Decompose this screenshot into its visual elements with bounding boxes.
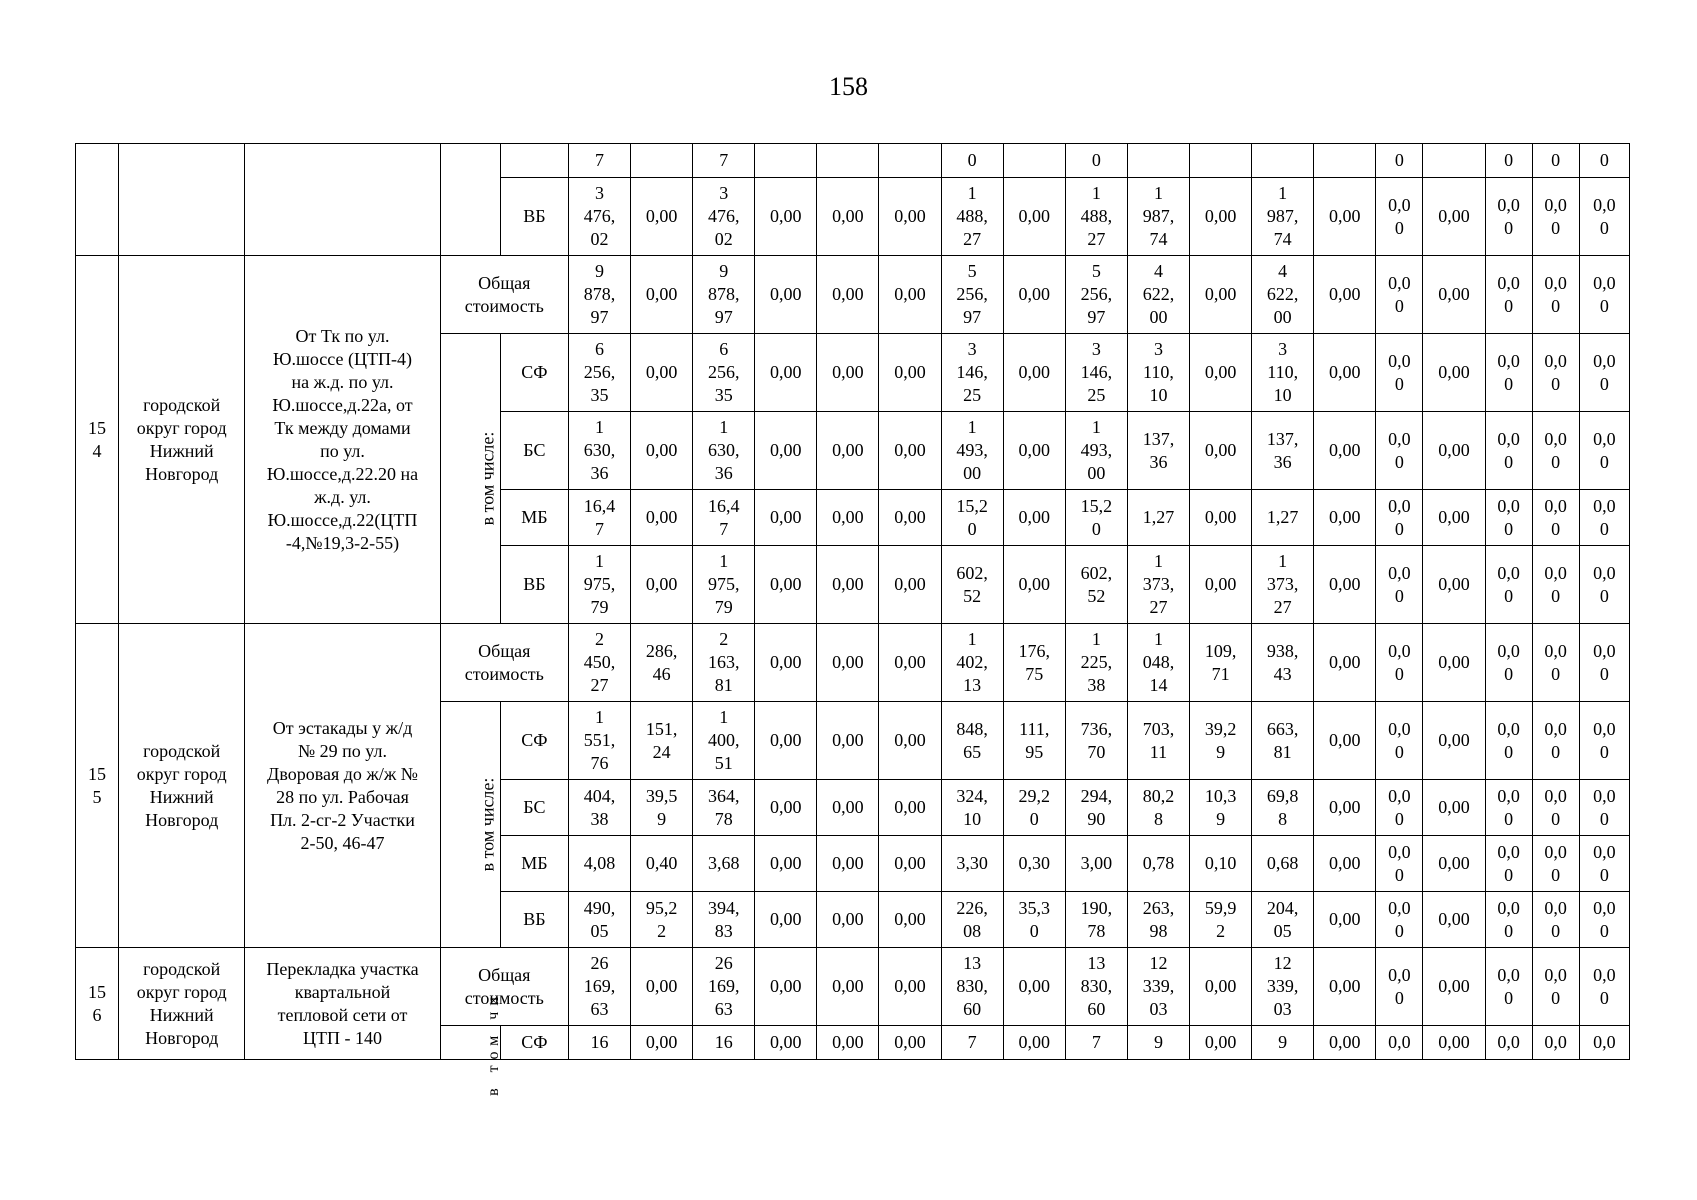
value-cell: 1 373, 27 (1252, 546, 1314, 624)
value-cell: 0,00 (1423, 836, 1485, 892)
value-cell: 10,3 9 (1190, 780, 1252, 836)
value-cell: 0,00 (817, 178, 879, 256)
value-cell: 1,27 (1127, 490, 1189, 546)
value-cell: 0,00 (817, 780, 879, 836)
value-cell: 0,00 (1003, 1026, 1065, 1060)
value-cell: 0,00 (631, 490, 693, 546)
value-cell: 0,30 (1003, 836, 1065, 892)
value-cell: 0,00 (1423, 178, 1485, 256)
value-cell: 1 400, 51 (693, 702, 755, 780)
value-cell: 0,00 (631, 546, 693, 624)
object-cell: От эстакады у ж/д № 29 по ул. Дворовая до ж/ж № 28 по ул. Рабочая Пл. 2-сг-2 Участки 2-50, 46-47 (245, 624, 440, 948)
value-cell: 0,00 (879, 412, 941, 490)
value-cell: 95,2 2 (631, 892, 693, 948)
value-cell: 0,00 (1003, 178, 1065, 256)
value-cell: 59,9 2 (1190, 892, 1252, 948)
value-cell: 0,0 0 (1579, 546, 1629, 624)
value-cell: 226, 08 (941, 892, 1003, 948)
value-cell: 0,00 (1423, 412, 1485, 490)
value-cell: 663, 81 (1252, 702, 1314, 780)
value-cell: 0,00 (1003, 334, 1065, 412)
value-cell: 9 (1252, 1026, 1314, 1060)
value-cell: 0,00 (1314, 334, 1376, 412)
value-cell: 0,00 (879, 892, 941, 948)
value-cell: 0,68 (1252, 836, 1314, 892)
value-cell: 0,00 (1003, 490, 1065, 546)
value-cell: 0,0 0 (1485, 702, 1532, 780)
value-cell: 16,4 7 (693, 490, 755, 546)
value-cell: 0,00 (1423, 490, 1485, 546)
object-cell: От Тк по ул. Ю.шоссе (ЦТП-4) на ж.д. по ул. Ю.шоссе,д.22а, от Тк между домами по ул. Ю.шоссе,д.22.20 на ж.д. ул. Ю.шоссе,д.22(ЦТП -4,№19,3-2-55) (245, 256, 440, 624)
value-cell: 0,0 0 (1376, 948, 1423, 1026)
value-cell: 9 878, 97 (693, 256, 755, 334)
value-cell: 0,00 (1423, 892, 1485, 948)
value-cell: 0,0 0 (1532, 490, 1579, 546)
value-cell: 0,0 (1579, 1026, 1629, 1060)
value-cell: 16 (693, 1026, 755, 1060)
value-cell: 404, 38 (568, 780, 630, 836)
value-cell: 26 169, 63 (693, 948, 755, 1026)
value-cell: 0,00 (1314, 702, 1376, 780)
value-cell: 12 339, 03 (1252, 948, 1314, 1026)
value-cell: 1 975, 79 (693, 546, 755, 624)
including-cell (440, 990, 502, 1096)
value-cell: 39,5 9 (631, 780, 693, 836)
including-label: в том числе: (477, 777, 498, 872)
value-cell: 0,00 (1190, 334, 1252, 412)
value-cell: 3 476, 02 (693, 178, 755, 256)
value-cell: 0,00 (1314, 546, 1376, 624)
row-number: 15 5 (76, 624, 119, 948)
value-cell: 0,00 (1314, 412, 1376, 490)
value-cell: 0,0 0 (1376, 490, 1423, 546)
value-cell: 1 551, 76 (568, 702, 630, 780)
value-cell: 1 493, 00 (941, 412, 1003, 490)
value-cell: 0,00 (1314, 1026, 1376, 1060)
value-cell (1190, 144, 1252, 178)
value-cell (1003, 144, 1065, 178)
value-cell: 0,00 (1003, 256, 1065, 334)
value-cell: 0,0 0 (1376, 334, 1423, 412)
value-cell: 0,0 (1485, 1026, 1532, 1060)
value-cell: 0,00 (879, 702, 941, 780)
value-cell: 0 (1579, 144, 1629, 178)
value-cell: 0,00 (755, 948, 817, 1026)
value-cell: 0,0 0 (1532, 702, 1579, 780)
source-vb: ВБ (500, 178, 568, 256)
value-cell (1423, 144, 1485, 178)
value-cell: 1 373, 27 (1127, 546, 1189, 624)
total-label-line2: стоимость (464, 663, 544, 684)
value-cell: 0,00 (755, 780, 817, 836)
value-cell: 26 169, 63 (568, 948, 630, 1026)
value-cell: 736, 70 (1065, 702, 1127, 780)
value-cell: 1 402, 13 (941, 624, 1003, 702)
value-cell: 0,0 0 (1376, 702, 1423, 780)
value-cell: 0,00 (817, 836, 879, 892)
table-row (76, 948, 1630, 1026)
value-cell: 0,00 (755, 892, 817, 948)
value-cell: 39,2 9 (1190, 702, 1252, 780)
value-cell: 0,00 (631, 178, 693, 256)
value-cell: 0,0 0 (1532, 334, 1579, 412)
value-cell: 9 (1127, 1026, 1189, 1060)
value-cell: 0,78 (1127, 836, 1189, 892)
value-cell (1252, 144, 1314, 178)
value-cell: 848, 65 (941, 702, 1003, 780)
value-cell (1127, 144, 1189, 178)
value-cell: 394, 83 (693, 892, 755, 948)
value-cell: 0,0 0 (1579, 412, 1629, 490)
value-cell: 7 (693, 144, 755, 178)
value-cell: 6 256, 35 (693, 334, 755, 412)
value-cell: 0,00 (817, 702, 879, 780)
value-cell: 151, 24 (631, 702, 693, 780)
value-cell: 364, 78 (693, 780, 755, 836)
value-cell: 0,0 0 (1376, 178, 1423, 256)
value-cell: 0,00 (879, 780, 941, 836)
value-cell: 0,0 0 (1485, 780, 1532, 836)
value-cell: 0,00 (1314, 892, 1376, 948)
value-cell: 0,00 (1003, 546, 1065, 624)
value-cell: 0,0 0 (1485, 624, 1532, 702)
value-cell: 0,00 (817, 490, 879, 546)
source-mb: МБ (500, 836, 568, 892)
value-cell: 0,00 (1423, 624, 1485, 702)
value-cell: 3 146, 25 (1065, 334, 1127, 412)
value-cell: 1 630, 36 (693, 412, 755, 490)
value-cell: 0,00 (1423, 256, 1485, 334)
value-cell: 0,0 0 (1376, 836, 1423, 892)
value-cell: 137, 36 (1252, 412, 1314, 490)
value-cell: 0,00 (879, 256, 941, 334)
value-cell: 0,00 (1314, 178, 1376, 256)
value-cell: 0,0 0 (1485, 256, 1532, 334)
including-label: в том числе: (477, 431, 498, 526)
including-label: в том чи (484, 990, 502, 1096)
source-vb: ВБ (500, 546, 568, 624)
value-cell: 3,00 (1065, 836, 1127, 892)
value-cell: 1 975, 79 (568, 546, 630, 624)
value-cell: 0,00 (631, 412, 693, 490)
value-cell: 0,00 (879, 948, 941, 1026)
value-cell: 0,00 (879, 334, 941, 412)
value-cell: 0,00 (755, 178, 817, 256)
value-cell: 13 830, 60 (941, 948, 1003, 1026)
value-cell: 1 225, 38 (1065, 624, 1127, 702)
value-cell: 0,0 (1376, 1026, 1423, 1060)
source-bs: БС (500, 412, 568, 490)
value-cell: 109, 71 (1190, 624, 1252, 702)
value-cell: 35,3 0 (1003, 892, 1065, 948)
value-cell: 0,0 0 (1485, 546, 1532, 624)
value-cell: 0,00 (1314, 256, 1376, 334)
value-cell: 0,0 0 (1485, 490, 1532, 546)
value-cell: 0,00 (755, 412, 817, 490)
value-cell: 7 (941, 1026, 1003, 1060)
value-cell: 0,00 (817, 624, 879, 702)
value-cell: 3,68 (693, 836, 755, 892)
value-cell: 0,0 0 (1376, 412, 1423, 490)
value-cell: 0,0 0 (1485, 836, 1532, 892)
value-cell: 1,27 (1252, 490, 1314, 546)
value-cell: 0,00 (1314, 836, 1376, 892)
value-cell: 3 146, 25 (941, 334, 1003, 412)
value-cell: 7 (568, 144, 630, 178)
value-cell: 602, 52 (941, 546, 1003, 624)
value-cell: 3 110, 10 (1252, 334, 1314, 412)
total-label-line2: стоимость (464, 987, 544, 1008)
value-cell: 0,0 0 (1532, 836, 1579, 892)
table-row (76, 624, 1630, 702)
value-cell: 0,0 0 (1579, 702, 1629, 780)
value-cell: 0,0 0 (1532, 624, 1579, 702)
value-cell: 0,00 (631, 1026, 693, 1060)
value-cell: 0,0 0 (1532, 546, 1579, 624)
total-label: Общая стоимость (440, 624, 568, 702)
value-cell: 0,00 (879, 178, 941, 256)
source-sf: СФ (500, 1026, 568, 1060)
value-cell: 0,00 (755, 256, 817, 334)
value-cell: 29,2 0 (1003, 780, 1065, 836)
value-cell: 0,00 (1314, 780, 1376, 836)
row-number: 15 6 (76, 948, 119, 1060)
value-cell: 602, 52 (1065, 546, 1127, 624)
total-label-line2: стоимость (464, 295, 544, 316)
value-cell: 0,0 0 (1485, 334, 1532, 412)
value-cell: 80,2 8 (1127, 780, 1189, 836)
value-cell: 0,00 (755, 1026, 817, 1060)
value-cell (879, 144, 941, 178)
value-cell: 0,00 (879, 624, 941, 702)
value-cell: 0,00 (1423, 1026, 1485, 1060)
carry-including (440, 144, 500, 256)
value-cell: 13 830, 60 (1065, 948, 1127, 1026)
value-cell: 324, 10 (941, 780, 1003, 836)
value-cell: 3 476, 02 (568, 178, 630, 256)
value-cell: 0,00 (755, 702, 817, 780)
value-cell: 5 256, 97 (1065, 256, 1127, 334)
value-cell: 15,2 0 (941, 490, 1003, 546)
value-cell: 0,0 0 (1485, 948, 1532, 1026)
value-cell (631, 144, 693, 178)
value-cell: 0,00 (755, 334, 817, 412)
value-cell: 0,00 (1314, 948, 1376, 1026)
value-cell: 0,00 (1190, 178, 1252, 256)
carry-district (119, 144, 245, 256)
value-cell: 0,0 (1532, 1026, 1579, 1060)
value-cell: 0,0 0 (1532, 780, 1579, 836)
object-cell: Перекладка участка квартальной тепловой сети от ЦТП - 140 (245, 948, 440, 1060)
value-cell: 69,8 8 (1252, 780, 1314, 836)
value-cell: 0,00 (1190, 948, 1252, 1026)
value-cell: 176, 75 (1003, 624, 1065, 702)
value-cell: 0,00 (1003, 412, 1065, 490)
value-cell: 0,0 0 (1485, 178, 1532, 256)
value-cell: 1 048, 14 (1127, 624, 1189, 702)
value-cell: 490, 05 (568, 892, 630, 948)
value-cell: 0,00 (817, 546, 879, 624)
source-sf: СФ (500, 334, 568, 412)
value-cell: 0,00 (755, 546, 817, 624)
value-cell: 0,00 (817, 334, 879, 412)
value-cell: 0,00 (879, 546, 941, 624)
value-cell: 0,0 0 (1579, 624, 1629, 702)
value-cell: 0,0 0 (1376, 780, 1423, 836)
value-cell: 0,00 (879, 490, 941, 546)
value-cell: 0,0 0 (1485, 892, 1532, 948)
value-cell: 3 110, 10 (1127, 334, 1189, 412)
value-cell: 4 622, 00 (1252, 256, 1314, 334)
value-cell: 1 493, 00 (1065, 412, 1127, 490)
value-cell: 12 339, 03 (1127, 948, 1189, 1026)
value-cell: 0,40 (631, 836, 693, 892)
total-label: Общая стоимость (440, 256, 568, 334)
value-cell: 0,0 0 (1579, 256, 1629, 334)
value-cell: 0,0 0 (1532, 178, 1579, 256)
value-cell: 0 (1376, 144, 1423, 178)
value-cell: 0,00 (817, 1026, 879, 1060)
value-cell: 1 630, 36 (568, 412, 630, 490)
value-cell: 1 987, 74 (1127, 178, 1189, 256)
value-cell: 0,00 (631, 334, 693, 412)
value-cell (755, 144, 817, 178)
value-cell: 5 256, 97 (941, 256, 1003, 334)
value-cell: 137, 36 (1127, 412, 1189, 490)
value-cell: 0,0 0 (1376, 546, 1423, 624)
value-cell: 0 (1065, 144, 1127, 178)
value-cell: 0,00 (1423, 780, 1485, 836)
value-cell: 0,00 (817, 948, 879, 1026)
value-cell: 0,0 0 (1579, 892, 1629, 948)
district-cell: городской округ город Нижний Новгород (119, 256, 245, 624)
value-cell: 0,0 0 (1579, 948, 1629, 1026)
including-cell (440, 702, 500, 948)
value-cell: 0,00 (1423, 546, 1485, 624)
value-cell: 1 488, 27 (941, 178, 1003, 256)
value-cell: 2 163, 81 (693, 624, 755, 702)
value-cell: 0,00 (631, 256, 693, 334)
value-cell: 2 450, 27 (568, 624, 630, 702)
value-cell: 0 (1532, 144, 1579, 178)
source-mb: МБ (500, 490, 568, 546)
value-cell: 0,00 (1190, 546, 1252, 624)
value-cell: 0,00 (1314, 624, 1376, 702)
value-cell: 0,10 (1190, 836, 1252, 892)
value-cell: 111, 95 (1003, 702, 1065, 780)
value-cell: 294, 90 (1065, 780, 1127, 836)
value-cell: 204, 05 (1252, 892, 1314, 948)
value-cell: 0,00 (1423, 702, 1485, 780)
value-cell: 0,00 (1190, 1026, 1252, 1060)
value-cell: 263, 98 (1127, 892, 1189, 948)
value-cell: 0,0 0 (1579, 836, 1629, 892)
value-cell: 0,0 0 (1579, 490, 1629, 546)
value-cell: 0,00 (755, 624, 817, 702)
value-cell: 0,0 0 (1579, 178, 1629, 256)
value-cell: 0,00 (1190, 412, 1252, 490)
source-sf: СФ (500, 702, 568, 780)
value-cell: 703, 11 (1127, 702, 1189, 780)
carry-num (76, 144, 119, 256)
value-cell: 4 622, 00 (1127, 256, 1189, 334)
value-cell: 0,00 (755, 490, 817, 546)
district-cell: городской округ город Нижний Новгород (119, 624, 245, 948)
row-number: 15 4 (76, 256, 119, 624)
value-cell: 0,00 (817, 412, 879, 490)
table-row (76, 144, 1630, 178)
including-cell (440, 334, 500, 624)
value-cell: 0,00 (817, 892, 879, 948)
value-cell: 0,00 (631, 948, 693, 1026)
table-row (76, 256, 1630, 334)
value-cell: 9 878, 97 (568, 256, 630, 334)
source-vb: ВБ (500, 892, 568, 948)
value-cell: 0,00 (817, 256, 879, 334)
source-cell (500, 144, 568, 178)
cost-table (75, 143, 1630, 1096)
value-cell: 0,00 (1314, 490, 1376, 546)
value-cell: 0,0 0 (1532, 256, 1579, 334)
value-cell: 15,2 0 (1065, 490, 1127, 546)
value-cell: 4,08 (568, 836, 630, 892)
page-number: 158 (829, 72, 868, 101)
value-cell: 6 256, 35 (568, 334, 630, 412)
value-cell: 0,0 0 (1376, 624, 1423, 702)
value-cell: 0,00 (755, 836, 817, 892)
total-label: Общая стоимость (440, 948, 568, 1026)
value-cell: 3,30 (941, 836, 1003, 892)
value-cell: 0,00 (1423, 334, 1485, 412)
value-cell: 0,0 0 (1532, 892, 1579, 948)
value-cell: 0,0 0 (1579, 780, 1629, 836)
value-cell: 0,00 (879, 836, 941, 892)
value-cell: 1 488, 27 (1065, 178, 1127, 256)
value-cell: 0,0 0 (1532, 948, 1579, 1026)
source-bs: БС (500, 780, 568, 836)
value-cell (1314, 144, 1376, 178)
district-cell: городской округ город Нижний Новгород (119, 948, 245, 1060)
value-cell: 0 (1485, 144, 1532, 178)
value-cell: 0,00 (1190, 490, 1252, 546)
value-cell: 16 (568, 1026, 630, 1060)
value-cell: 0,00 (1423, 948, 1485, 1026)
value-cell: 938, 43 (1252, 624, 1314, 702)
carry-object (245, 144, 440, 256)
value-cell: 0,0 0 (1579, 334, 1629, 412)
value-cell: 0,0 0 (1376, 256, 1423, 334)
value-cell: 0,0 0 (1485, 412, 1532, 490)
value-cell: 0 (941, 144, 1003, 178)
value-cell: 1 987, 74 (1252, 178, 1314, 256)
value-cell: 0,0 0 (1532, 412, 1579, 490)
value-cell (817, 144, 879, 178)
value-cell: 0,00 (1190, 256, 1252, 334)
value-cell: 16,4 7 (568, 490, 630, 546)
value-cell: 0,00 (1003, 948, 1065, 1026)
value-cell: 0,0 0 (1376, 892, 1423, 948)
value-cell: 286, 46 (631, 624, 693, 702)
value-cell: 7 (1065, 1026, 1127, 1060)
value-cell: 0,00 (879, 1026, 941, 1060)
value-cell: 190, 78 (1065, 892, 1127, 948)
